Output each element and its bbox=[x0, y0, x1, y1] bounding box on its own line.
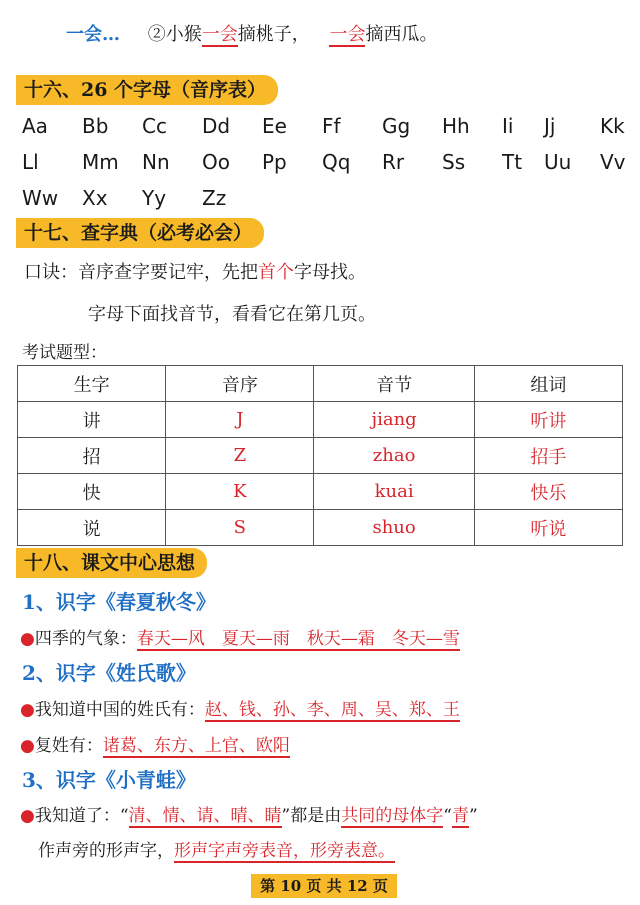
letter-pair: Gg bbox=[382, 114, 411, 138]
table-header-row bbox=[18, 366, 623, 402]
top-hl2: 一会 bbox=[329, 24, 366, 45]
bullet-dot-icon: ● bbox=[20, 806, 35, 826]
bullet-text: ”都是由 bbox=[281, 806, 342, 826]
letter-pair: Oo bbox=[202, 150, 230, 174]
top-part2: 摘桃子， bbox=[237, 24, 310, 45]
bullet-seasons bbox=[20, 624, 460, 649]
bullet-text: 作声旁的形声字， bbox=[38, 841, 174, 861]
rhyme-line1 bbox=[24, 258, 366, 284]
table-header: 音节 bbox=[314, 366, 474, 402]
table-header: 组词 bbox=[474, 366, 622, 402]
bullet-label: 我知道中国的姓氏有： bbox=[34, 700, 205, 720]
letter-pair: Mm bbox=[82, 150, 119, 174]
rhyme1-end: 字母找。 bbox=[294, 262, 366, 283]
letter-pair: Rr bbox=[382, 150, 405, 174]
letter-pair: Jj bbox=[544, 114, 556, 138]
bullet-highlight: 诸葛、东方、上官、欧阳 bbox=[102, 736, 290, 756]
letter-pair: Tt bbox=[502, 150, 523, 174]
table-header: 生字 bbox=[18, 366, 166, 402]
table-cell: 讲 bbox=[18, 402, 166, 438]
table-cell: 说 bbox=[18, 510, 166, 546]
table-cell: Z bbox=[166, 438, 314, 474]
section17-heading: 十七、查字典（必考必会） bbox=[16, 218, 264, 248]
rhyme-line2: 字母下面找音节，看看它在第几页。 bbox=[88, 304, 376, 325]
letter-pair: Ii bbox=[502, 114, 514, 138]
top-part1: 小猴 bbox=[165, 24, 202, 45]
dictionary-table bbox=[17, 365, 623, 546]
table-cell: 招 bbox=[18, 438, 166, 474]
letter-pair: Vv bbox=[600, 150, 626, 174]
letter-pair: Ss bbox=[442, 150, 466, 174]
bullet-highlight: 春天—风 夏天—雨 秋天—霜 冬天—雪 bbox=[136, 629, 460, 649]
table-row bbox=[18, 438, 623, 474]
table-header: 音序 bbox=[166, 366, 314, 402]
rhyme1-text: 口诀：音序查字要记牢，先把 bbox=[24, 262, 258, 283]
bullet-highlight: 共同的母体字 bbox=[341, 806, 444, 826]
letter-pair: Ff bbox=[322, 114, 341, 138]
bullet-compound-surnames bbox=[20, 731, 290, 756]
bullet-text: ” bbox=[468, 806, 478, 826]
subheading-2: 2、识字《姓氏歌》 bbox=[22, 661, 196, 685]
subheading-3: 3、识字《小青蛙》 bbox=[22, 768, 196, 792]
top-prefix: 一会… bbox=[66, 24, 120, 45]
letter-pair: Bb bbox=[82, 114, 109, 138]
section18-heading: 十八、课文中心思想 bbox=[16, 548, 207, 578]
top-number: ② bbox=[147, 24, 166, 45]
letter-pair: Nn bbox=[142, 150, 170, 174]
top-line bbox=[66, 20, 437, 46]
bullet-highlight: 赵、钱、孙、李、周、吴、郑、王 bbox=[204, 700, 460, 720]
table-cell: jiang bbox=[314, 402, 474, 438]
bullet-label: 复姓有： bbox=[34, 736, 103, 756]
letter-pair: Aa bbox=[22, 114, 48, 138]
top-hl1: 一会 bbox=[201, 24, 238, 45]
bullet-frog-line2 bbox=[38, 836, 395, 861]
table-cell: zhao bbox=[314, 438, 474, 474]
table-cell: shuo bbox=[314, 510, 474, 546]
bullet-surnames bbox=[20, 695, 460, 720]
rhyme1-highlight: 首个 bbox=[258, 262, 294, 283]
bullet-label: 四季的气象： bbox=[34, 629, 137, 649]
letter-pair: Kk bbox=[600, 114, 625, 138]
letter-pair: Hh bbox=[442, 114, 470, 138]
letter-pair: Ww bbox=[22, 186, 59, 210]
table-cell: J bbox=[166, 402, 314, 438]
bullet-text: “ bbox=[443, 806, 452, 826]
letter-pair: Uu bbox=[544, 150, 572, 174]
table-cell: 快乐 bbox=[474, 474, 622, 510]
table-cell: kuai bbox=[314, 474, 474, 510]
top-part3: 摘西瓜。 bbox=[365, 24, 438, 45]
bullet-dot-icon: ● bbox=[20, 736, 35, 756]
table-cell: K bbox=[166, 474, 314, 510]
bullet-dot-icon: ● bbox=[20, 700, 35, 720]
table-cell: 听说 bbox=[474, 510, 622, 546]
bullet-highlight: 形声字声旁表音，形旁表意。 bbox=[174, 841, 395, 861]
table-row bbox=[18, 474, 623, 510]
page-footer: 第 10 页 共 12 页 bbox=[251, 874, 397, 898]
table-cell: 快 bbox=[18, 474, 166, 510]
exam-label: 考试题型： bbox=[22, 343, 107, 363]
bullet-text: 我知道了：“ bbox=[34, 806, 129, 826]
letter-pair: Ll bbox=[22, 150, 39, 174]
bullet-highlight: 清、情、请、晴、睛 bbox=[128, 806, 282, 826]
letter-pair: Dd bbox=[202, 114, 231, 138]
letter-pair: Qq bbox=[322, 150, 351, 174]
table-cell: 听讲 bbox=[474, 402, 622, 438]
table-cell: S bbox=[166, 510, 314, 546]
bullet-dot-icon: ● bbox=[20, 629, 35, 649]
table-row bbox=[18, 402, 623, 438]
table-row bbox=[18, 510, 623, 546]
bullet-highlight: 青 bbox=[451, 806, 469, 826]
letter-pair: Yy bbox=[142, 186, 167, 210]
letter-pair: Zz bbox=[202, 186, 227, 210]
subheading-1: 1、识字《春夏秋冬》 bbox=[22, 590, 216, 614]
bullet-frog bbox=[20, 801, 478, 826]
section16-heading: 十六、26 个字母（音序表） bbox=[16, 75, 278, 105]
letter-pair: Ee bbox=[262, 114, 287, 138]
letter-pair: Pp bbox=[262, 150, 287, 174]
table-cell: 招手 bbox=[474, 438, 622, 474]
letter-pair: Xx bbox=[82, 186, 108, 210]
letter-pair: Cc bbox=[142, 114, 167, 138]
